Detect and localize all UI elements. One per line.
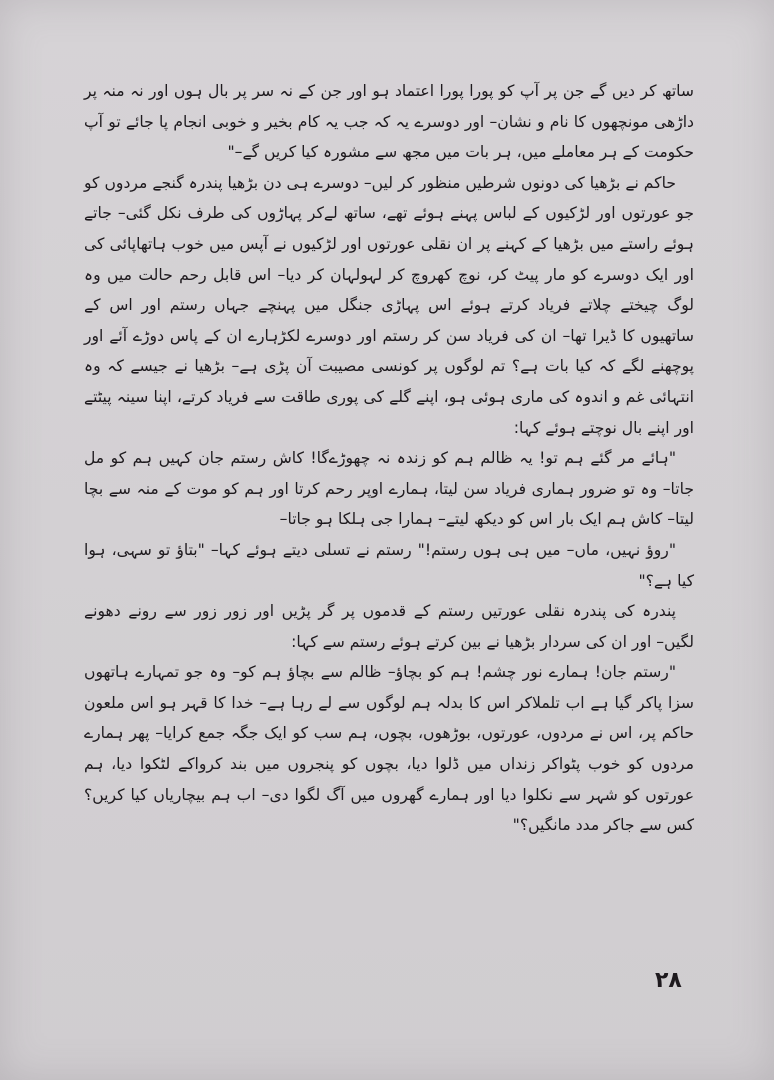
paragraph-3: "ہائے مر گئے ہم تو! یہ ظالم ہم کو زندہ نہ چھوڑےگا! کاش رستم جان کہیں ہم کو مل جاتا– وہ تو ضرور ہماری فریاد سن لیتا، ہمارے اوپر رحم کرتا اور ہم کو موت کے منہ سے بچا لیتا– کاش ہم ایک بار اس کو دیکھ لیتے– ہمارا جی ہلکا ہو جاتا– (84, 449, 694, 529)
paragraph-1: ساتھ کر دیں گے جن پر آپ کو پورا پورا اعتماد ہو اور جن کے نہ سر پر بال ہوں اور نہ منہ پر داڑھی مونچھوں کا نام و نشان– اور دوسرے یہ کہ جب یہ کام بخیر و خوبی انجام پا جائے تو آپ حکومت کے ہر معاملے میں، ہر بات میں مجھ سے مشورہ کیا کریں گے–" (84, 82, 694, 162)
paragraph-2: حاکم نے بڑھیا کی دونوں شرطیں منظور کر لیں– دوسرے ہی دن بڑھیا پندرہ گنجے مردوں کو جو عورتوں اور لڑکیوں کے لباس پہنے ہوئے تھے، ساتھ لےکر پہاڑوں کی طرف نکل گئی– جاتے ہوئے راستے میں بڑھیا کے کہنے پر ان نقلی عورتوں اور لڑکیوں نے آپس میں خوب ہاتھاپائی کی اور ایک دوسرے کو مار پیٹ کر، نوچ کھروچ کر لہولہان کر دیا– اس قابل رحم حالت میں وہ لوگ چیختے چلاتے فریاد کرتے ہوئے اس پہاڑی جنگل میں پہنچے جہاں رستم اور اس کے ساتھیوں کا ڈیرا تھا– ان کی فریاد سن کر رستم اور دوسرے لکڑہارے ان کے پاس دوڑے آئے اور پوچھنے لگے کہ کیا بات ہے؟ تم لوگوں پر کونسی مصیبت آن پڑی ہے– بڑھیا نے جیسے کہ وہ انتہائی غم و اندوہ کی ماری ہوئی ہو، اپنے گلے کی پوری طاقت سے فریاد کرتے، اپنا سینہ پیٹتے اور اپنے بال نوچتے ہوئے کہا: (84, 173, 694, 437)
paragraph-5: پندرہ کی پندرہ نقلی عورتیں رستم کے قدموں پر گر پڑیں اور زور زور سے رونے دھونے لگیں– اور ان کی سردار بڑھیا نے بین کرتے ہوئے رستم سے کہا: (84, 602, 694, 651)
body-text (84, 76, 694, 841)
paragraph-4: "روؤ نہیں، ماں– میں ہی ہوں رستم!" رستم نے تسلی دیتے ہوئے کہا– "بتاؤ تو سہی، ہوا کیا ہے؟" (84, 540, 694, 590)
paragraph-6: "رستم جان! ہمارے نور چشم! ہم کو بچاؤ– ظالم سے بچاؤ ہم کو– وہ جو تمہارے ہاتھوں سزا پاکر گیا ہے اب تلملاکر اس کا بدلہ ہم لوگوں سے لے رہا ہے– خدا کا قہر ہو اس ملعون حاکم پر، اس نے مردوں، عورتوں، بوڑھوں، بچوں، ہم سب کو ایک جگہ جمع کرایا– پھر ہمارے مردوں کو خوب پٹواکر زنداں میں ڈلوا دیا، بچوں کو پنجروں میں بند کرواکے لٹکوا دیا، ہم عورتوں کو شہر سے نکلوا دیا اور ہمارے گھروں میں آگ لگوا دی– اب ہم بیچاریاں کیا کریں؟ کس سے جاکر مدد مانگیں؟" (84, 663, 694, 835)
page-number: ۲۸ (655, 968, 682, 993)
